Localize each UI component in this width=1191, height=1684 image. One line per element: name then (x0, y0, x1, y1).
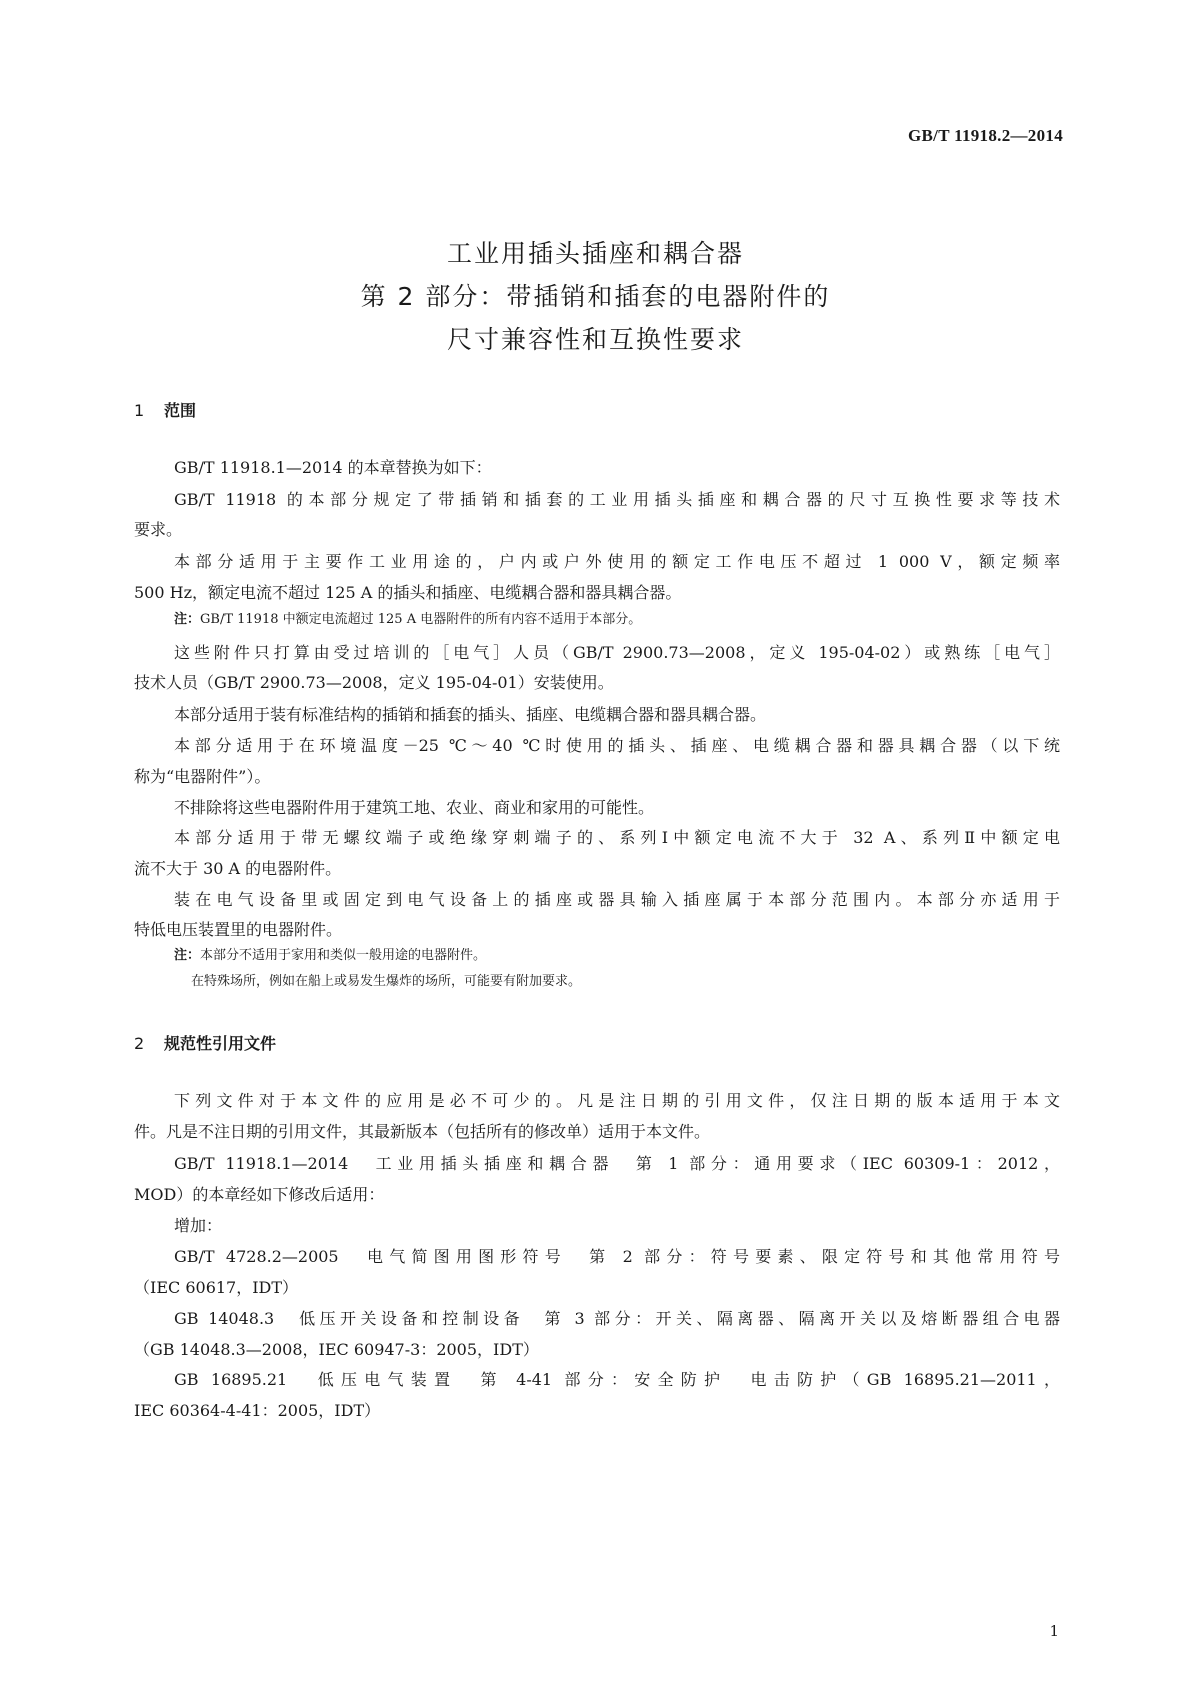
paragraph: 本部分适用于装有标准结构的插销和插套的插头、插座、电缆耦合器和器具耦合器。 (174, 705, 767, 724)
document-title (0, 232, 1191, 361)
reference-entry: MOD）的本章经如下修改后适用： (134, 1185, 385, 1204)
paragraph: GB/T 11918.1—2014 的本章替换为如下： (174, 458, 492, 477)
paragraph: 本部分适用于主要作工业用途的，户内或户外使用的额定工作电压不超过 1 000 V，额定频率 (174, 552, 1060, 571)
paragraph: 增加： (174, 1216, 223, 1235)
document-code: GB/T 11918.2—2014 (908, 126, 1063, 145)
note-text: GB/T 11918 中额定电流超过 125 A 电器附件的所有内容不适用于本部分。 (200, 612, 642, 627)
paragraph: 要求。 (134, 520, 183, 539)
note-text: 本部分不适用于家用和类似一般用途的电器附件。 (200, 948, 487, 963)
reference-entry: GB 16895.21 低压电气装置 第 4-41 部分：安全防护 电击防护（GB 16895.21—2011， (174, 1370, 1060, 1389)
reference-entry: IEC 60364-4-41：2005，IDT） (134, 1401, 381, 1420)
reference-entry: （GB 14048.3—2008，IEC 60947-3：2005，IDT） (134, 1340, 539, 1359)
paragraph: 称为“电器附件”）。 (134, 767, 271, 786)
page-number: 1 (1049, 1622, 1059, 1640)
section-2-heading (134, 1031, 276, 1054)
paragraph: 这些附件只打算由受过培训的［电气］人员（GB/T 2900.73—2008，定义 195-04-02）或熟练［电气］ (174, 643, 1060, 662)
paragraph: 件。凡是不注日期的引用文件，其最新版本（包括所有的修改单）适用于本文件。 (134, 1122, 711, 1141)
section-2-number: 2 (134, 1034, 145, 1053)
paragraph: 技术人员（GB/T 2900.73—2008，定义 195-04-01）安装使用。 (134, 673, 614, 692)
section-1-number: 1 (134, 401, 145, 420)
paragraph: 不排除将这些电器附件用于建筑工地、农业、商业和家用的可能性。 (174, 798, 655, 817)
note-label: 注： (174, 612, 201, 627)
title-line-1: 工业用插头插座和耦合器 (446, 239, 744, 268)
note (174, 946, 486, 966)
paragraph: 装在电气设备里或固定到电气设备上的插座或器具输入插座属于本部分范围内。本部分亦适用于 (174, 890, 1060, 909)
paragraph: 下列文件对于本文件的应用是必不可少的。凡是注日期的引用文件，仅注日期的版本适用于本文 (174, 1091, 1060, 1110)
reference-entry: GB 14048.3 低压开关设备和控制设备 第 3 部分：开关、隔离器、隔离开关以及熔断器组合电器 (174, 1309, 1060, 1328)
paragraph: 特低电压装置里的电器附件。 (134, 920, 343, 939)
section-1-heading (134, 398, 196, 421)
title-line-3: 尺寸兼容性和互换性要求 (446, 325, 744, 354)
note-label: 注： (174, 948, 201, 963)
paragraph: 本部分适用于在环境温度－25 ℃～40 ℃时使用的插头、插座、电缆耦合器和器具耦合器（以下统 (174, 736, 1060, 755)
note-continuation: 在特殊场所，例如在船上或易发生爆炸的场所，可能要有附加要求。 (191, 974, 582, 989)
paragraph: 流不大于 30 A 的电器附件。 (134, 859, 342, 878)
title-line-2: 第 2 部分：带插销和插套的电器附件的 (360, 282, 831, 311)
paragraph: 500 Hz，额定电流不超过 125 A 的插头和插座、电缆耦合器和器具耦合器。 (134, 583, 682, 602)
reference-entry: GB/T 4728.2—2005 电气简图用图形符号 第 2 部分：符号要素、限定符号和其他常用符号 (174, 1247, 1060, 1266)
section-1-title: 范围 (164, 401, 197, 420)
section-2-title: 规范性引用文件 (164, 1034, 277, 1053)
reference-entry: GB/T 11918.1—2014 工业用插头插座和耦合器 第 1 部分：通用要求（IEC 60309-1：2012， (174, 1154, 1060, 1173)
paragraph: GB/T 11918 的本部分规定了带插销和插套的工业用插头插座和耦合器的尺寸互换性要求等技术 (174, 490, 1060, 509)
paragraph: 本部分适用于带无螺纹端子或绝缘穿刺端子的、系列Ⅰ中额定电流不大于 32 A、系列Ⅱ中额定电 (174, 828, 1060, 847)
note (174, 610, 641, 630)
reference-entry: （IEC 60617，IDT） (134, 1278, 299, 1297)
